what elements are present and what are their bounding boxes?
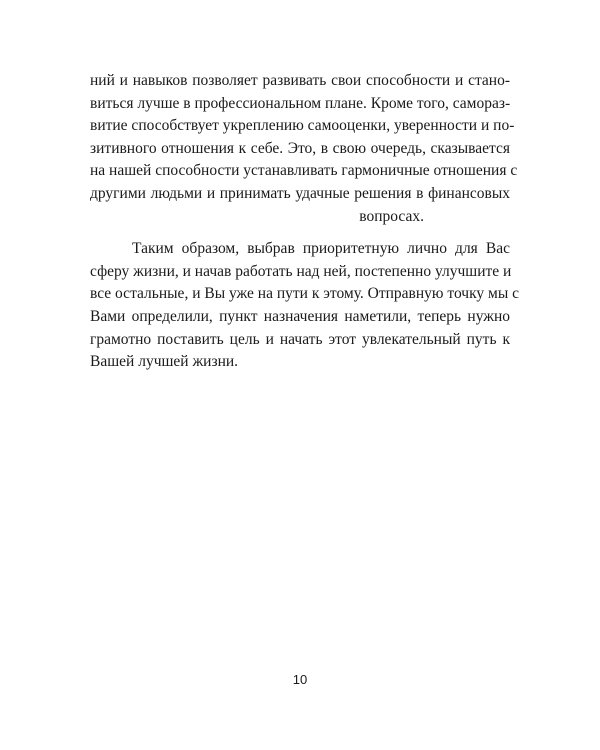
text-line: витие способствует укреплению самооценки, уверенности и по- [90, 117, 515, 135]
text-line: Таким образом, выбрав приоритетную лично для Вас [132, 240, 510, 258]
text-line: Вашей лучшей жизни. [90, 353, 239, 371]
text-line: зитивного отношения к себе. Это, в свою очередь, сказывается [90, 139, 510, 157]
text-line: Вами определили, пункт назначения наметили, теперь нужно [90, 307, 510, 325]
page-number: 10 [292, 672, 308, 687]
text-line: виться лучше в профессиональном плане. Кроме того, самораз- [90, 94, 511, 112]
text-line: грамотно поставить цель и начать этот увлекательный путь к [90, 330, 510, 348]
text-line: все остальные, и Вы уже на пути к этому. Отправную точку мы с [90, 285, 520, 303]
paragraph-2 [90, 238, 520, 374]
body-text [90, 70, 520, 374]
text-line: на нашей способности устанавливать гармоничные отношения с [90, 162, 518, 180]
text-line: ний и навыков позволяет развивать свои способности и стано- [90, 72, 510, 89]
text-line: другими людьми и принимать удачные решения в финансовых [90, 184, 510, 202]
paragraph-gap [90, 228, 510, 238]
text-line: вопросах. [359, 207, 424, 225]
paragraph-1 [90, 70, 518, 228]
text-line: сферу жизни, и начав работать над ней, постепенно улучшите и [90, 262, 512, 280]
